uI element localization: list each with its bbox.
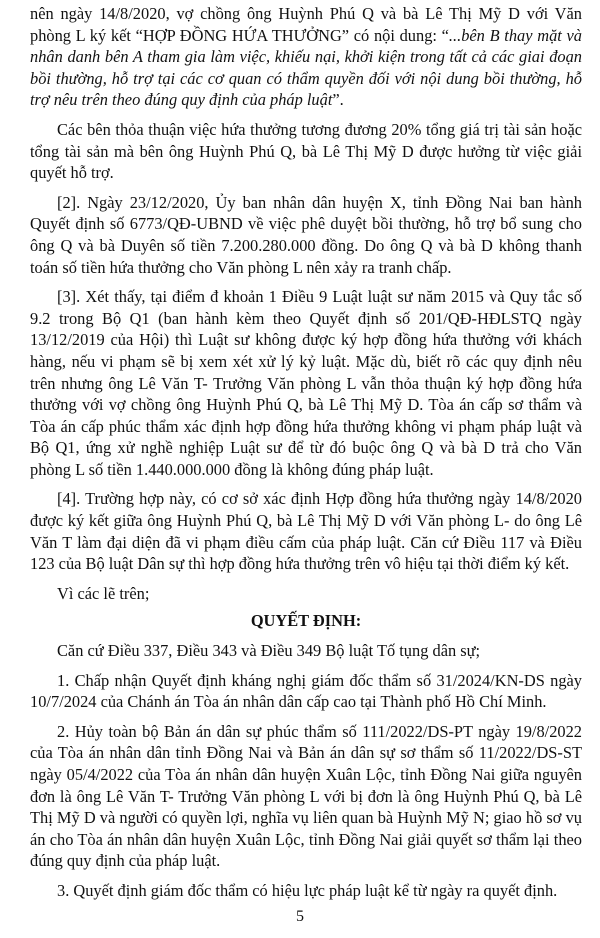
paragraph-3: [3]. Xét thấy, tại điểm đ khoản 1 Điều 9 Luật luật sư năm 2015 và Quy tắc số 9.2 trong Bộ Q1 (ban hành kèm theo Quyết định số 201/QĐ-HĐLSTQ ngày 13/12/2019 của Hội) thì Luật sư không được ký hợp đồng hứa thưởng với khách hàng, nếu vi phạm sẽ bị xem xét xử lý kỷ luật. Mặc dù, biết rõ các quy định nêu trên nhưng ông Lê Văn T- Trưởng Văn phòng L vẫn thỏa thuận ký hợp đồng hứa thưởng với vợ chồng ông Huỳnh Phú Q, bà Lê Thị Mỹ D. Tòa án cấp sơ thẩm và Tòa án cấp phúc thẩm xác định hợp đồng hứa thưởng không vi phạm pháp luật và Bộ Q1, ứng xử nghề nghiệp Luật sư để từ đó buộc ông Q và bà D trả cho Văn phòng L số tiền 1.440.000.000 đồng là không đúng pháp luật. bbox=[30, 287, 582, 479]
decision-item-2: 2. Hủy toàn bộ Bản án dân sự phúc thẩm số 111/2022/DS-PT ngày 19/8/2022 của Tòa án nhân dân tỉnh Đồng Nai và Bản án dân sự sơ thẩm số 11/2022/DS-ST ngày 05/4/2022 của Tòa án nhân dân huyện Xuân Lộc, tỉnh Đồng Nai giữa nguyên đơn là ông Lê Văn T- Trưởng Văn phòng L với bị đơn là ông Huỳnh Phú Q, bà Lê Thị Mỹ D và người có quyền lợi, nghĩa vụ liên quan bà Huỳnh Mỹ N; giao hồ sơ vụ án cho Tòa án nhân dân huyện Xuân Lộc, tỉnh Đồng Nai giải quyết sơ thẩm lại theo đúng quy định của pháp luật. bbox=[30, 721, 582, 871]
decision-item-3: 3. Quyết định giám đốc thẩm có hiệu lực pháp luật kể từ ngày ra quyết định. bbox=[57, 880, 558, 900]
contract-intro-text: nên ngày 14/8/2020, vợ chồng ông Huỳnh Phú Q và bà Lê Thị Mỹ D với Văn phòng L ký kết “HỢP ĐỒNG HỨA THƯỞNG” có nội dung: “ bbox=[30, 4, 582, 45]
contract-quoted-clause: ...bên B thay mặt và nhân danh bên A tham gia làm việc, khiếu nại, khởi kiện trong tất cả các giai đoạn bồi thường, hỗ trợ tại các cơ quan có thẩm quyền đối với nội dung bồi thường, hỗ trợ nêu trên theo đúng quy định của pháp luật bbox=[30, 25, 582, 110]
reward-agreement-paragraph: Các bên thỏa thuận việc hứa thưởng tương đương 20% tổng giá trị tài sản hoặc tổng tài sản mà bên ông Huỳnh Phú Q, bà Lê Thị Mỹ D được hưởng từ việc giải quyết hỗ trợ. bbox=[30, 119, 582, 183]
decision-item-1: 1. Chấp nhận Quyết định kháng nghị giám đốc thẩm số 31/2024/KN-DS ngày 10/7/2024 của Chánh án Tòa án nhân dân cấp cao tại Thành phố Hồ Chí Minh. bbox=[30, 670, 582, 712]
contract-content-paragraph bbox=[30, 3, 582, 111]
contract-quote-close: ”. bbox=[332, 90, 344, 110]
decision-heading: QUYẾT ĐỊNH: bbox=[250, 611, 362, 631]
paragraph-2: [2]. Ngày 23/12/2020, Ủy ban nhân dân huyện X, tỉnh Đồng Nai ban hành Quyết định số 6773/QĐ-UBND về việc phê duyệt bồi thường, hỗ trợ bổ sung cho ông Q và bà Duyên số tiền 7.200.280.000 đồng. Do ông Q và bà D không thanh toán số tiền hứa thưởng cho Văn phòng L nên xảy ra tranh chấp. bbox=[30, 192, 582, 277]
reasons-paragraph: Vì các lẽ trên; bbox=[57, 583, 150, 603]
paragraph-4: [4]. Trường hợp này, có cơ sở xác định Hợp đồng hứa thưởng ngày 14/8/2020 được ký kết giữa ông Huỳnh Phú Q, bà Lê Thị Mỹ D với Văn phòng L- do ông Lê Văn T làm đại diện đã vi phạm điều cấm của pháp luật. Căn cứ Điều 117 và Điều 123 của Bộ luật Dân sự thì hợp đồng hứa thưởng trên vô hiệu tại thời điểm ký kết. bbox=[30, 489, 582, 574]
document-body bbox=[30, 3, 582, 910]
page-number: 5 bbox=[296, 908, 304, 925]
legal-basis-paragraph: Căn cứ Điều 337, Điều 343 và Điều 349 Bộ luật Tố tụng dân sự; bbox=[57, 641, 481, 661]
